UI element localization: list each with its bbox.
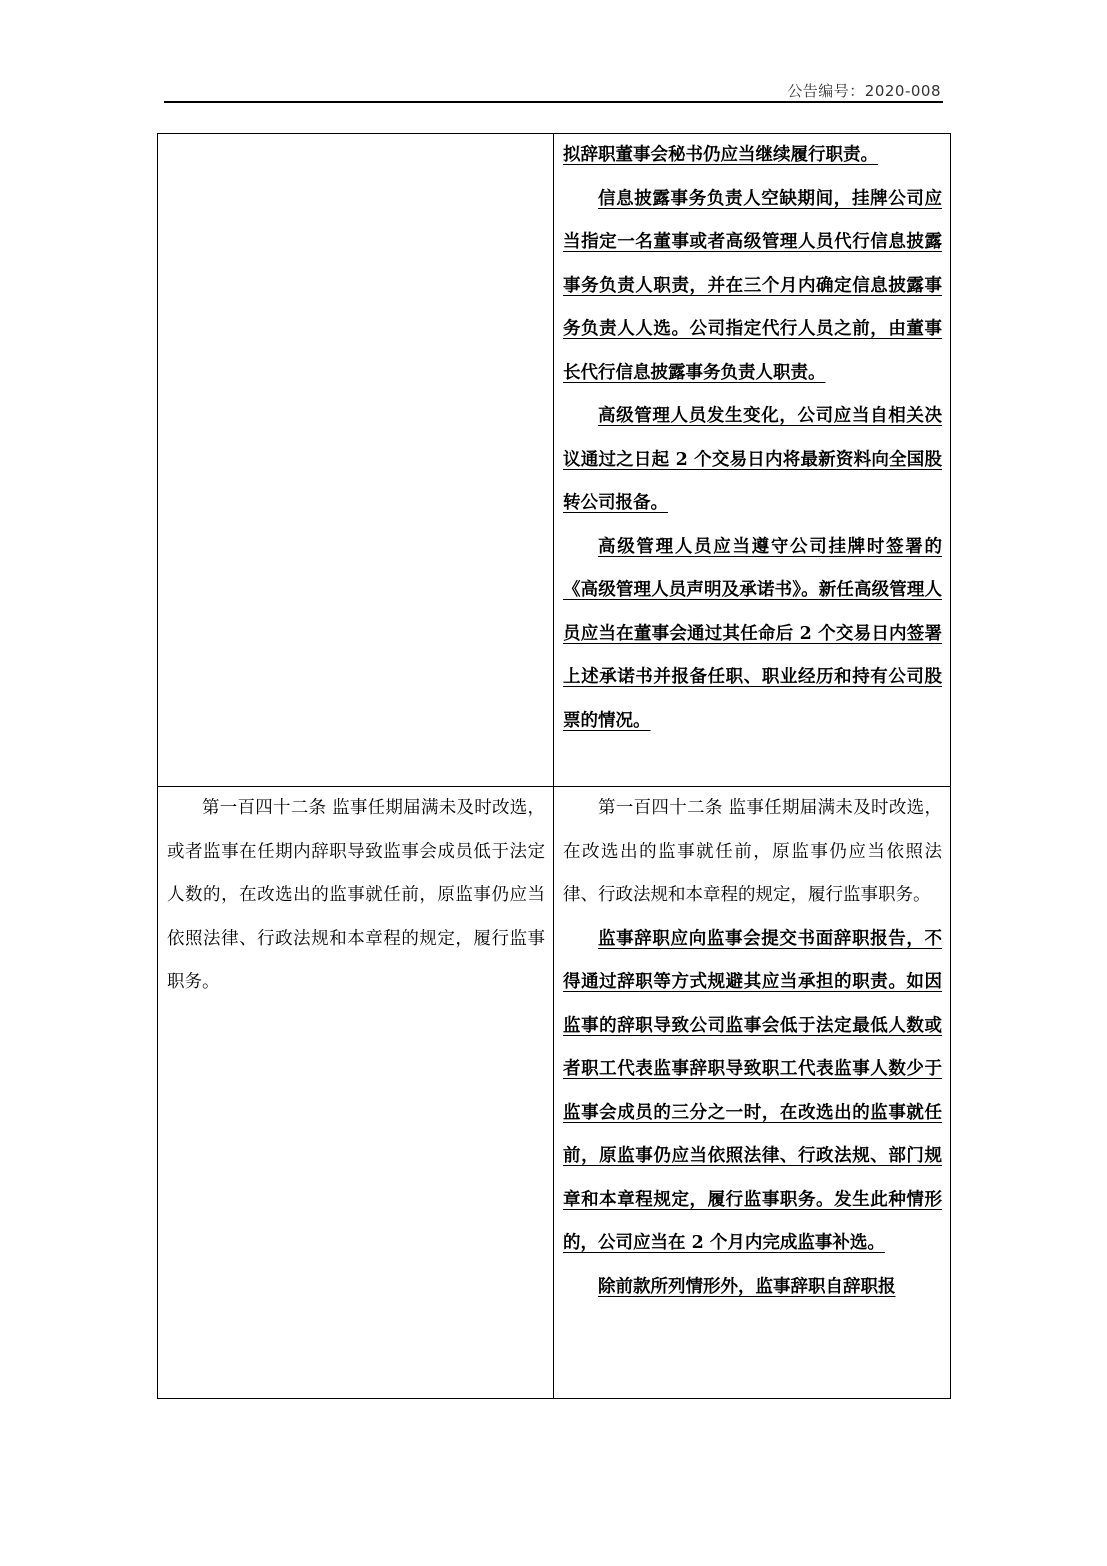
- announcement-number: 公告编号：2020-008: [787, 82, 941, 100]
- original-paragraph: 第一百四十二条 监事任期届满未及时改选，或者监事在任期内辞职导致监事会成员低于法定人数的，在改选出的监事就任前，原监事仍应当依照法律、行政法规和本章程的规定，履行监事职务。: [167, 798, 545, 992]
- revised-paragraph: 信息披露事务负责人空缺期间，挂牌公司应当指定一名董事或者高级管理人员代行信息披露事务负责人职责，并在三个月内确定信息披露事务负责人人选。公司指定代行人员之前，由董事长代行信息披露事务负责人职责。: [563, 188, 942, 383]
- comparison-table: [157, 133, 951, 1399]
- revised-paragraph: 除前款所列情形外，监事辞职自辞职报: [598, 1276, 896, 1297]
- revised-cell: [554, 787, 951, 1399]
- header-divider: [164, 101, 943, 103]
- revised-paragraph: 监事辞职应向监事会提交书面辞职报告，不得通过辞职等方式规避其应当承担的职责。如因监事的辞职导致公司监事会低于法定最低人数或者职工代表监事辞职导致职工代表监事人数少于监事会成员的三分之一时，在改选出的监事就任前，原监事仍应当依照法律、行政法规、部门规章和本章程规定，履行监事职务。发生此种情形的，公司应当在 2 个月内完成监事补选。: [563, 928, 942, 1253]
- revised-cell: [554, 134, 951, 787]
- original-cell: [158, 134, 554, 787]
- original-cell: [158, 787, 554, 1399]
- revised-paragraph: 高级管理人员应当遵守公司挂牌时签署的《高级管理人员声明及承诺书》。新任高级管理人员应当在董事会通过其任命后 2 个交易日内签署上述承诺书并报备任职、职业经历和持有公司股票的情况。: [563, 536, 942, 731]
- revised-paragraph: 拟辞职董事会秘书仍应当继续履行职责。: [563, 145, 878, 165]
- revised-paragraph: 高级管理人员发生变化，公司应当自相关决议通过之日起 2 个交易日内将最新资料向全国股转公司报备。: [563, 406, 942, 513]
- revised-paragraph-plain: 第一百四十二条 监事任期届满未及时改选，在改选出的监事就任前，原监事仍应当依照法律、行政法规和本章程的规定，履行监事职务。: [563, 798, 942, 905]
- table-row: [158, 134, 951, 787]
- table-row: [158, 787, 951, 1399]
